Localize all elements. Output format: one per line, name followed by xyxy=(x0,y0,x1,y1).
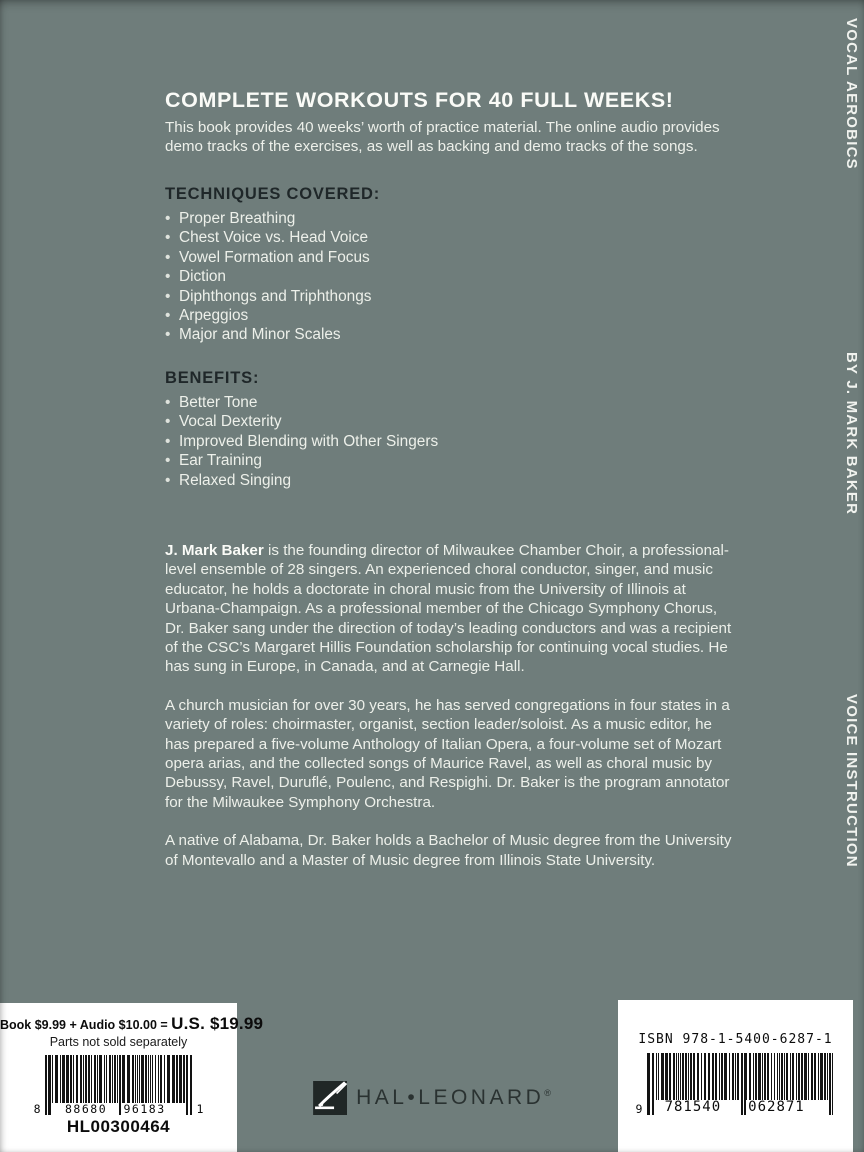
headline: COMPLETE WORKOUTS FOR 40 FULL WEEKS! xyxy=(165,88,674,112)
publisher-name: HAL•LEONARD xyxy=(356,1086,545,1109)
catalog-number: HL00300464 xyxy=(66,1117,171,1136)
parts-note: Parts not sold separately xyxy=(49,1035,188,1049)
list-item: • Better Tone xyxy=(165,393,737,412)
ean-digit-left: 9 xyxy=(635,1102,643,1116)
techniques-list xyxy=(165,209,737,345)
spine-category: VOICE INSTRUCTION xyxy=(843,694,860,868)
benefits-list xyxy=(165,393,737,490)
benefits-section xyxy=(165,369,737,490)
upc-barcode xyxy=(0,1055,237,1115)
bio-paragraph-1-text: is the founding director of Milwaukee Chamber Choir, a professional-level ensemble of 28 singers. An experienced choral conductor, singer, and music educator, he holds a doctorate in choral music from the University of Illinois at Urbana-Champaign. As a professional member of the Chicago Symphony Chorus, Dr. Baker sang under the direction of today’s leading conductors and was a recipient of the CSC’s Margaret Hillis Foundation scholarship for continuing vocal studies. He has sung in Europe, in Canada, and at Carnegie Hall. xyxy=(165,542,732,676)
isbn-label: ISBN 978-1-5400-6287-1 xyxy=(638,1032,833,1047)
publisher-logo xyxy=(313,1081,551,1115)
list-item: • Improved Blending with Other Singers xyxy=(165,432,737,451)
price-us: U.S. $19.99 xyxy=(171,1014,264,1033)
author-name: J. Mark Baker xyxy=(165,542,264,559)
ean-digit-group-1: 781540 xyxy=(664,1099,722,1115)
ean-barcode xyxy=(618,1053,853,1115)
upc-digit-left: 8 xyxy=(33,1102,41,1116)
price-barcode-panel xyxy=(0,1003,264,1152)
list-item: • Proper Breathing xyxy=(165,209,737,228)
spine-author: BY J. MARK BAKER xyxy=(843,352,860,516)
list-item: • Diction xyxy=(165,267,737,286)
techniques-heading: TECHNIQUES COVERED: xyxy=(165,185,381,203)
price-line xyxy=(0,1014,264,1034)
bio-paragraph-1 xyxy=(165,541,737,677)
registered-mark: ® xyxy=(544,1088,551,1098)
upc-digit-group-2: 96183 xyxy=(123,1102,166,1116)
ean-bars xyxy=(645,1053,835,1115)
bio-paragraph-2: A church musician for over 30 years, he has served congregations in four states in a variety of roles: choirmaster, organist, section leader/soloist. As a music editor, he has prepared a five-volume Anthology of Italian Opera, a four-volume set of Mozart opera arias, and the collected songs of Maurice Ravel, as well as choral music by Debussy, Ravel, Duruflé, Poulenc, and Respighi. Dr. Baker is the program annotator for the Milwaukee Symphony Orchestra. xyxy=(165,696,730,811)
list-item: • Vowel Formation and Focus xyxy=(165,248,737,267)
list-item: • Ear Training xyxy=(165,451,737,470)
benefits-heading: BENEFITS: xyxy=(165,369,260,387)
list-item: • Diphthongs and Triphthongs xyxy=(165,287,737,306)
upc-digit-right: 1 xyxy=(196,1102,204,1116)
list-item: • Vocal Dexterity xyxy=(165,412,737,431)
list-item: • Arpeggios xyxy=(165,306,737,325)
author-bio-section xyxy=(165,541,737,889)
list-item: • Major and Minor Scales xyxy=(165,325,737,344)
upc-digit-group-1: 88680 xyxy=(65,1102,108,1116)
ean-digit-group-2: 062871 xyxy=(748,1099,805,1115)
spine-series-title: VOCAL AEROBICS xyxy=(843,18,860,170)
list-item: • Chest Voice vs. Head Voice xyxy=(165,228,737,247)
techniques-section xyxy=(165,185,737,345)
hal-leonard-logo-icon xyxy=(313,1081,347,1115)
isbn-barcode-panel xyxy=(618,1000,853,1152)
list-item: • Relaxed Singing xyxy=(165,471,737,490)
bio-paragraph-3: A native of Alabama, Dr. Baker holds a Bachelor of Music degree from the University of Montevallo and a Master of Music degree from Illinois State University. xyxy=(165,832,732,869)
publisher-wordmark xyxy=(356,1086,551,1110)
intro-paragraph: This book provides 40 weeks’ worth of practice material. The online audio provides demo tracks of the exercises, as well as backing and demo tracks of the songs. xyxy=(165,119,720,156)
upc-bars xyxy=(44,1055,194,1115)
price-prefix: Book $9.99 + Audio $10.00 = xyxy=(0,1018,172,1032)
